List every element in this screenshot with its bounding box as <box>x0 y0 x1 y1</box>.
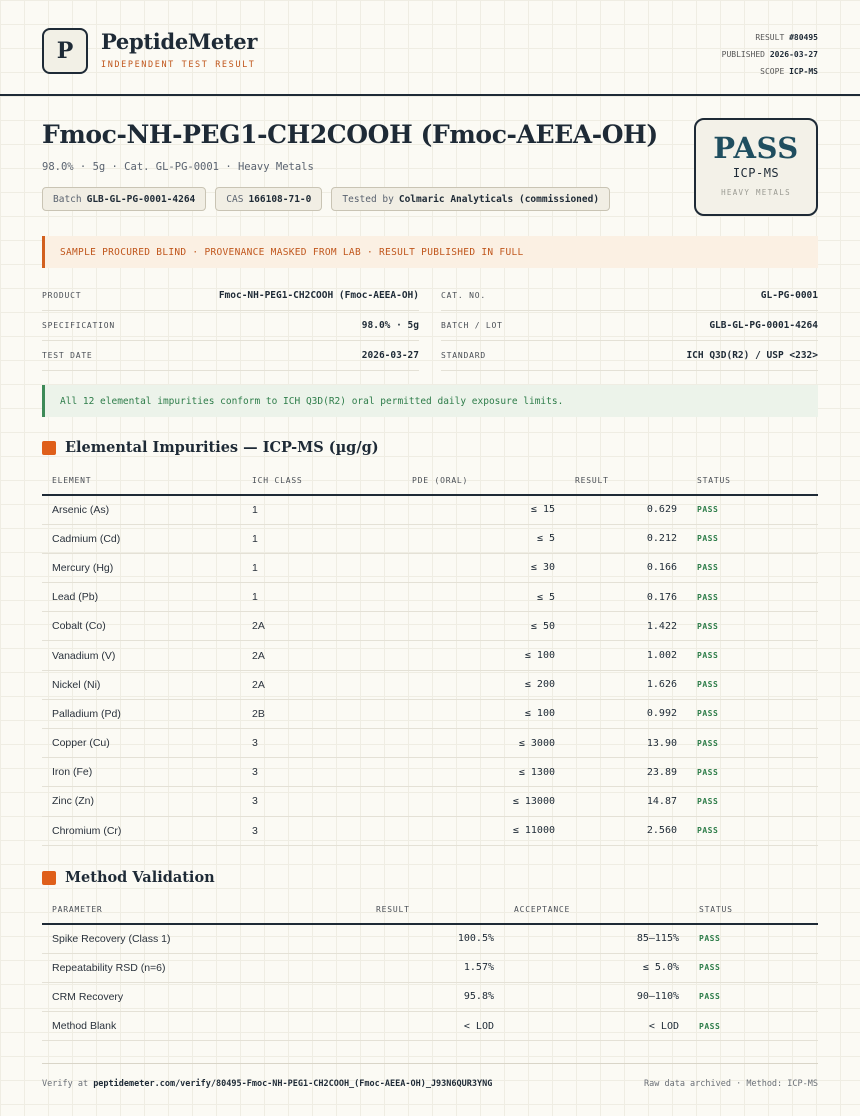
result-cell: 23.89 <box>565 758 687 787</box>
info-grid-left <box>42 281 419 371</box>
result-cell: 1.422 <box>565 612 687 641</box>
parameter-cell: Method Blank <box>42 1012 366 1041</box>
impurity-row <box>42 670 818 699</box>
product-pills <box>42 187 610 211</box>
status-badge: PASS <box>687 699 818 728</box>
cas-pill: CAS 166108-71-0 <box>215 187 322 211</box>
ich-class-cell: 2B <box>242 699 402 728</box>
ich-class-cell: 3 <box>242 787 402 816</box>
element-cell: Arsenic (As) <box>42 495 242 524</box>
col-pde: PDE (ORAL) <box>402 467 565 495</box>
impurity-row <box>42 787 818 816</box>
ich-class-cell: 2A <box>242 641 402 670</box>
ich-class-cell: 3 <box>242 729 402 758</box>
col-val-result: RESULT <box>366 896 504 924</box>
ich-class-cell: 1 <box>242 524 402 553</box>
parameter-cell: Spike Recovery (Class 1) <box>42 924 366 953</box>
brand-tagline: INDEPENDENT TEST RESULT <box>101 60 256 70</box>
element-cell: Chromium (Cr) <box>42 816 242 845</box>
info-row-batch-lot: BATCH / LOT GLB-GL-PG-0001-4264 <box>441 311 818 341</box>
result-cell: 0.992 <box>565 699 687 728</box>
impurity-row <box>42 524 818 553</box>
product-title: Fmoc-NH-PEG1-CH2COOH (Fmoc-AEEA-OH) <box>42 120 658 149</box>
pde-cell: ≤ 3000 <box>402 729 565 758</box>
element-cell: Iron (Fe) <box>42 758 242 787</box>
section-marker-icon <box>42 871 56 885</box>
verdict-method: ICP-MS <box>732 166 780 180</box>
ich-class-cell: 1 <box>242 495 402 524</box>
element-cell: Nickel (Ni) <box>42 670 242 699</box>
verify-link[interactable]: peptidemeter.com/verify/80495-Fmoc-NH-PEG1-CH2COOH_(Fmoc-AEEA-OH)_J93N6QUR3YNG <box>93 1078 493 1089</box>
archive-note: Raw data archived · Method: ICP-MS <box>644 1078 818 1089</box>
element-cell: Copper (Cu) <box>42 729 242 758</box>
pde-cell: ≤ 11000 <box>402 816 565 845</box>
product-subline: 98.0% · 5g · Cat. GL-PG-0001 · Heavy Metals <box>42 161 314 173</box>
ich-class-cell: 1 <box>242 553 402 582</box>
acceptance-cell: 90–110% <box>504 982 689 1011</box>
info-row-product: PRODUCT Fmoc-NH-PEG1-CH2COOH (Fmoc-AEEA-OH) <box>42 281 419 311</box>
impurity-row <box>42 699 818 728</box>
info-row-standard: STANDARD ICH Q3D(R2) / USP <232> <box>441 341 818 371</box>
status-badge: PASS <box>687 553 818 582</box>
validation-row <box>42 924 818 953</box>
element-cell: Mercury (Hg) <box>42 553 242 582</box>
status-badge: PASS <box>687 816 818 845</box>
result-cell: 0.166 <box>565 553 687 582</box>
result-cell: 1.002 <box>565 641 687 670</box>
result-cell: 0.176 <box>565 583 687 612</box>
validation-title-text: Method Validation <box>65 869 215 886</box>
procurement-notice: SAMPLE PROCURED BLIND · PROVENANCE MASKED FROM LAB · RESULT PUBLISHED IN FULL <box>42 236 818 268</box>
info-grid-right <box>441 281 818 371</box>
published-line: PUBLISHED 2026-03-27 <box>721 50 818 59</box>
col-status: STATUS <box>687 467 818 495</box>
report-meta <box>722 29 818 80</box>
status-badge: PASS <box>687 758 818 787</box>
pde-cell: ≤ 5 <box>402 524 565 553</box>
impurity-row <box>42 729 818 758</box>
validation-row <box>42 982 818 1011</box>
parameter-cell: Repeatability RSD (n=6) <box>42 953 366 982</box>
impurity-row <box>42 641 818 670</box>
impurities-title-text: Elemental Impurities — ICP-MS (µg/g) <box>65 439 379 456</box>
impurity-row <box>42 495 818 524</box>
parameter-cell: CRM Recovery <box>42 982 366 1011</box>
info-row-test-date: TEST DATE 2026-03-27 <box>42 341 419 371</box>
result-cell: 0.629 <box>565 495 687 524</box>
col-acceptance: ACCEPTANCE <box>504 896 689 924</box>
status-badge: PASS <box>687 729 818 758</box>
ich-class-cell: 1 <box>242 583 402 612</box>
impurities-table <box>42 467 818 846</box>
tested-by-pill: Tested by Colmaric Analyticals (commissioned) <box>331 187 610 211</box>
col-element: ELEMENT <box>42 467 242 495</box>
status-badge: PASS <box>687 670 818 699</box>
report-header <box>0 0 860 96</box>
element-cell: Lead (Pb) <box>42 583 242 612</box>
element-cell: Cobalt (Co) <box>42 612 242 641</box>
impurities-header-row <box>42 467 818 495</box>
impurity-row <box>42 553 818 582</box>
report-footer <box>42 1063 818 1103</box>
result-cell: 13.90 <box>565 729 687 758</box>
status-badge: PASS <box>689 953 818 982</box>
info-row-cat-no: CAT. NO. GL-PG-0001 <box>441 281 818 311</box>
ich-class-cell: 3 <box>242 816 402 845</box>
validation-row <box>42 1012 818 1041</box>
impurities-section-title <box>42 439 379 456</box>
impurity-row <box>42 816 818 845</box>
val-result-cell: 100.5% <box>366 924 504 953</box>
val-result-cell: 1.57% <box>366 953 504 982</box>
status-badge: PASS <box>687 495 818 524</box>
pde-cell: ≤ 13000 <box>402 787 565 816</box>
verdict-word: PASS <box>713 131 799 165</box>
pde-cell: ≤ 100 <box>402 641 565 670</box>
element-cell: Palladium (Pd) <box>42 699 242 728</box>
status-badge: PASS <box>687 612 818 641</box>
validation-header-row <box>42 896 818 924</box>
batch-pill: Batch GLB-GL-PG-0001-4264 <box>42 187 206 211</box>
col-val-status: STATUS <box>689 896 818 924</box>
status-badge: PASS <box>689 1012 818 1041</box>
result-id-line: RESULT #80495 <box>755 33 818 42</box>
col-result: RESULT <box>565 467 687 495</box>
scope-line: SCOPE ICP-MS <box>760 67 818 76</box>
pde-cell: ≤ 30 <box>402 553 565 582</box>
pde-cell: ≤ 200 <box>402 670 565 699</box>
element-cell: Cadmium (Cd) <box>42 524 242 553</box>
verdict-category: HEAVY METALS <box>721 188 791 197</box>
pde-cell: ≤ 1300 <box>402 758 565 787</box>
pde-cell: ≤ 5 <box>402 583 565 612</box>
brand-name: PeptideMeter <box>101 29 258 54</box>
status-badge: PASS <box>689 924 818 953</box>
result-cell: 0.212 <box>565 524 687 553</box>
result-cell: 14.87 <box>565 787 687 816</box>
status-badge: PASS <box>687 787 818 816</box>
val-result-cell: < LOD <box>366 1012 504 1041</box>
status-badge: PASS <box>687 524 818 553</box>
ich-class-cell: 3 <box>242 758 402 787</box>
validation-section-title <box>42 869 215 886</box>
acceptance-cell: 85–115% <box>504 924 689 953</box>
impurity-row <box>42 758 818 787</box>
status-badge: PASS <box>689 982 818 1011</box>
val-result-cell: 95.8% <box>366 982 504 1011</box>
impurity-row <box>42 583 818 612</box>
status-badge: PASS <box>687 641 818 670</box>
acceptance-cell: ≤ 5.0% <box>504 953 689 982</box>
impurity-row <box>42 612 818 641</box>
col-parameter: PARAMETER <box>42 896 366 924</box>
section-marker-icon <box>42 441 56 455</box>
info-row-specification: SPECIFICATION 98.0% · 5g <box>42 311 419 341</box>
verify-line: Verify at peptidemeter.com/verify/80495-Fmoc-NH-PEG1-CH2COOH_(Fmoc-AEEA-OH)_J93N6QUR3YNG <box>42 1078 493 1089</box>
verdict-badge <box>694 118 818 216</box>
acceptance-cell: < LOD <box>504 1012 689 1041</box>
result-cell: 2.560 <box>565 816 687 845</box>
brand-logo: P <box>42 28 88 74</box>
pde-cell: ≤ 50 <box>402 612 565 641</box>
conformance-notice: All 12 elemental impurities conform to ICH Q3D(R2) oral permitted daily exposure limits. <box>42 385 818 417</box>
col-ich-class: ICH CLASS <box>242 467 402 495</box>
element-cell: Vanadium (V) <box>42 641 242 670</box>
result-cell: 1.626 <box>565 670 687 699</box>
status-badge: PASS <box>687 583 818 612</box>
validation-row <box>42 953 818 982</box>
element-cell: Zinc (Zn) <box>42 787 242 816</box>
pde-cell: ≤ 15 <box>402 495 565 524</box>
validation-table <box>42 896 818 1041</box>
ich-class-cell: 2A <box>242 670 402 699</box>
ich-class-cell: 2A <box>242 612 402 641</box>
pde-cell: ≤ 100 <box>402 699 565 728</box>
